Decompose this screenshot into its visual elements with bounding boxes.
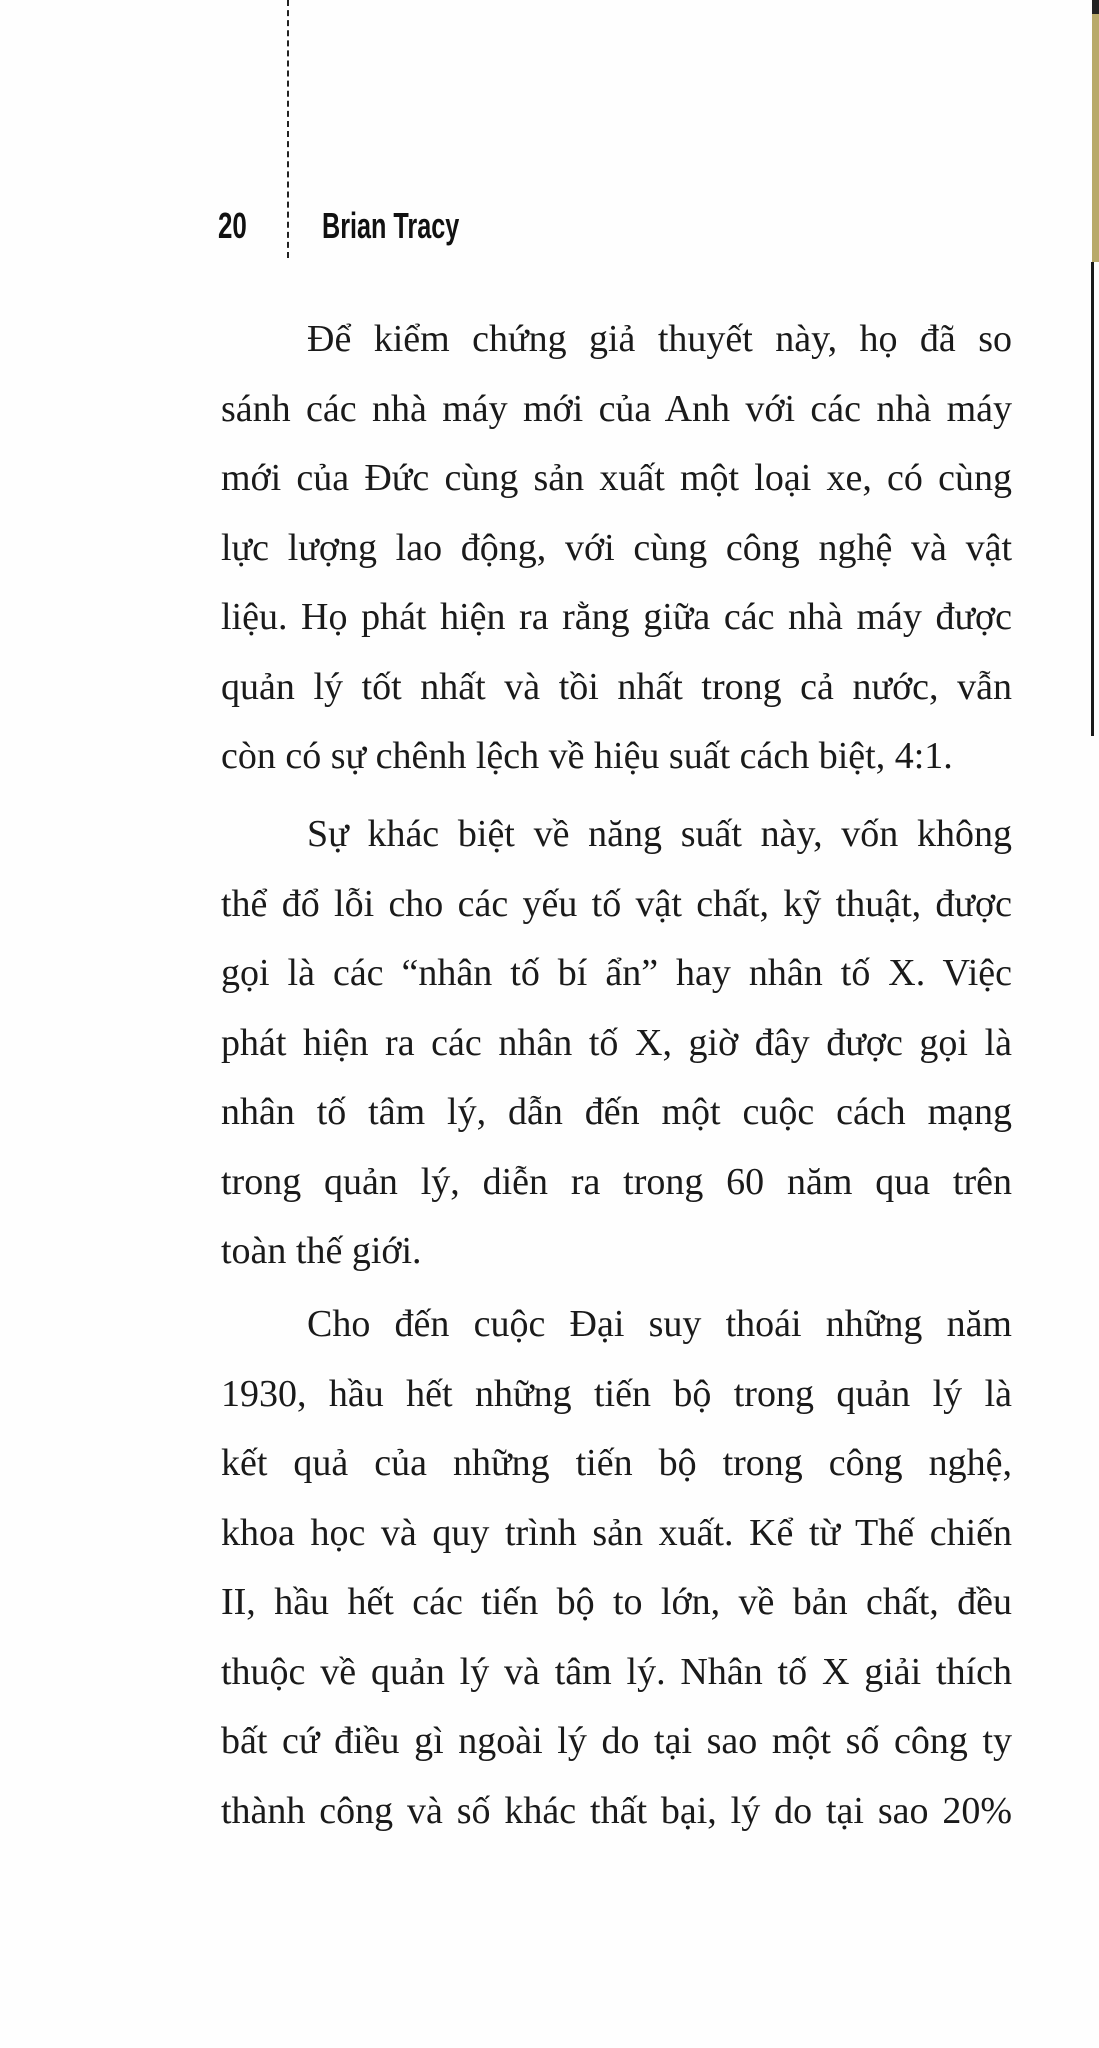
text-line: khoa học và quy trình sản xuất. Kể từ Thế chiến xyxy=(221,1511,1012,1554)
text-line: Để kiểm chứng giả thuyết này, họ đã so xyxy=(307,318,1012,360)
text-line: thuộc về quản lý và tâm lý. Nhân tố X giải thích xyxy=(221,1650,1012,1693)
text-line: mới của Đức cùng sản xuất một loại xe, có cùng xyxy=(221,457,1012,499)
text-line: gọi là các “nhân tố bí ẩn” hay nhân tố X. Việc xyxy=(221,952,1012,994)
text-line: lực lượng lao động, với cùng công nghệ và vật xyxy=(221,526,1012,569)
text-line: trong quản lý, diễn ra trong 60 năm qua trên xyxy=(221,1160,1012,1203)
text-line: II, hầu hết các tiến bộ to lớn, về bản chất, đều xyxy=(221,1581,1012,1623)
text-line: quản lý tốt nhất và tồi nhất trong cả nước, vẫn xyxy=(221,665,1012,708)
text-line: Sự khác biệt về năng suất này, vốn không xyxy=(307,813,1012,855)
header-dashed-rule xyxy=(287,0,289,258)
page-edge-strip xyxy=(1092,0,1099,262)
text-line: liệu. Họ phát hiện ra rằng giữa các nhà máy được xyxy=(221,596,1012,638)
text-line: 1930, hầu hết những tiến bộ trong quản lý là xyxy=(221,1372,1012,1415)
text-line: Cho đến cuộc Đại suy thoái những năm xyxy=(307,1303,1012,1345)
text-line: thể đổ lỗi cho các yếu tố vật chất, kỹ thuật, được xyxy=(221,882,1012,925)
page-edge-line xyxy=(1091,262,1094,736)
text-line: còn có sự chênh lệch về hiệu suất cách biệt, 4:1. xyxy=(221,735,953,777)
text-line: sánh các nhà máy mới của Anh với các nhà máy xyxy=(221,387,1012,430)
text-line: bất cứ điều gì ngoài lý do tại sao một số công ty xyxy=(221,1720,1012,1762)
text-line: thành công và số khác thất bại, lý do tại sao 20% xyxy=(221,1789,1012,1832)
text-line: phát hiện ra các nhân tố X, giờ đây được gọi là xyxy=(221,1021,1012,1064)
text-line: kết quả của những tiến bộ trong công nghệ, xyxy=(221,1442,1012,1484)
running-header-author: Brian Tracy xyxy=(322,205,460,246)
paragraph-3 xyxy=(221,1290,1012,1846)
paragraph-1 xyxy=(221,305,1012,792)
text-line: nhân tố tâm lý, dẫn đến một cuộc cách mạng xyxy=(221,1091,1012,1133)
page-number: 20 xyxy=(218,205,247,246)
paragraph-2 xyxy=(221,800,1012,1287)
page-edge-corner xyxy=(1092,0,1099,14)
text-line: toàn thế giới. xyxy=(221,1230,422,1272)
